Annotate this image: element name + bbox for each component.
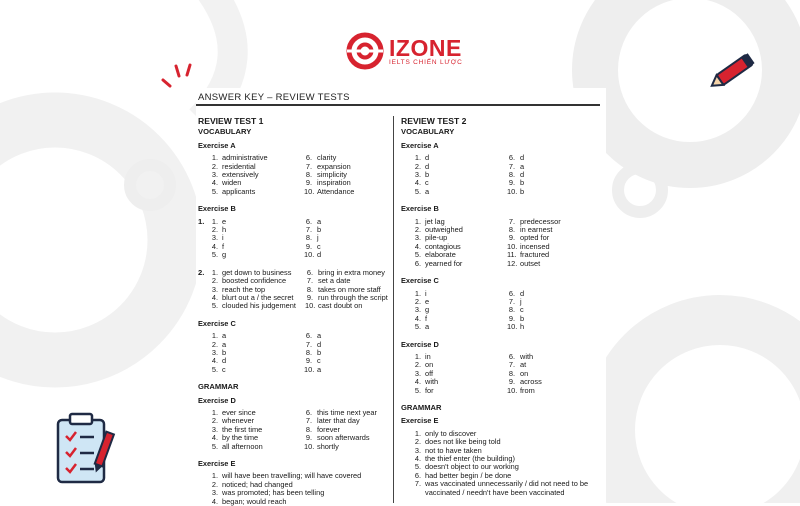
item-number: 1. — [414, 153, 421, 163]
answer-grid — [413, 218, 601, 268]
answer-text: run through the script — [318, 292, 388, 302]
answer-list — [413, 430, 601, 497]
answer-text: takes on more staff — [318, 284, 381, 294]
answer-text: will have been travelling; will have covered — [222, 471, 362, 481]
item-number: 2. — [211, 416, 218, 426]
answer-text: shortly — [317, 441, 339, 451]
bg-ring-left — [0, 120, 175, 360]
item-number: 6. — [414, 470, 421, 480]
answer-text: i — [425, 288, 427, 298]
exercise-label: Exercise B — [198, 204, 236, 214]
item-number: 3. — [211, 488, 218, 498]
part-number: 1. — [198, 216, 205, 226]
item-number: 7. — [508, 360, 515, 370]
item-number: 4. — [211, 241, 218, 251]
answer-text: e — [425, 296, 430, 306]
item-number: 6. — [305, 153, 312, 163]
answer-text: incensed — [520, 241, 550, 251]
answer-text: later that day — [317, 416, 360, 426]
answer-text: the thief enter (the building) — [425, 454, 515, 463]
answer-text: for — [425, 385, 434, 395]
item-number: 9. — [508, 178, 515, 188]
item-number: 3. — [414, 445, 421, 455]
item-number: 1. — [211, 407, 218, 417]
item-number: 4. — [414, 241, 421, 251]
answer-text: b — [425, 170, 430, 180]
answer-text: inspiration — [317, 178, 351, 188]
item-number: 7. — [305, 416, 312, 426]
item-number: 3. — [211, 233, 218, 243]
item-number: 7. — [508, 161, 515, 171]
bg-ring-bottom-right — [610, 320, 800, 503]
item-number: 10. — [507, 322, 518, 332]
answer-text: b — [520, 178, 525, 188]
answer-text: extensively — [222, 170, 259, 180]
answer-text: blurt out a / the secret — [222, 292, 294, 302]
item-number: 5. — [414, 462, 421, 472]
answer-text: simplicity — [317, 170, 347, 180]
item-number: 2. — [211, 161, 218, 171]
item-number: 11. — [507, 250, 517, 260]
answer-grid — [210, 269, 393, 311]
answer-text: d — [317, 339, 322, 349]
answer-text: was vaccinated unnecessarily / did not need to be vaccinated / needn't have been vaccinated — [425, 479, 589, 497]
answer-text: d — [520, 170, 525, 180]
item-number: 9. — [305, 356, 312, 366]
answer-list — [210, 472, 393, 506]
item-number: 9. — [508, 313, 515, 323]
answer-text: b — [520, 186, 525, 196]
item-number: 1. — [211, 153, 218, 163]
item-number: 5. — [414, 250, 421, 260]
answer-text: d — [222, 356, 227, 366]
item-number: 10. — [507, 186, 518, 196]
item-number: 1. — [414, 428, 421, 438]
answer-text: applicants — [222, 186, 256, 196]
answer-grid — [413, 353, 601, 395]
brand-name: IZONE — [389, 35, 462, 61]
exercise-part — [198, 218, 393, 260]
item-number: 6. — [305, 331, 312, 341]
answer-grid — [413, 290, 601, 332]
answer-text: yearned for — [425, 258, 463, 268]
item-number: 2. — [414, 225, 421, 235]
answer-grid — [210, 409, 393, 451]
item-number: 2. — [211, 225, 218, 235]
exercise-label: Exercise A — [401, 140, 439, 150]
item-number: 2. — [414, 360, 421, 370]
answer-text: boosted confidence — [222, 276, 287, 286]
answer-text: began; would reach — [222, 496, 287, 506]
answer-text: set a date — [318, 276, 351, 286]
item-number: 3. — [414, 170, 421, 180]
bg-ring-top-right — [595, 0, 785, 165]
answer-grid — [210, 154, 393, 196]
answer-text: does not like being told — [425, 437, 501, 447]
clipboard-icon — [58, 414, 114, 482]
item-number: 9. — [508, 377, 515, 387]
item-number: 3. — [211, 170, 218, 180]
item-number: 4. — [211, 433, 218, 443]
item-number: 5. — [414, 322, 421, 332]
item-number: 10. — [507, 241, 518, 251]
exercise-part — [198, 269, 393, 311]
answer-text: had better begin / be done — [425, 470, 512, 480]
answer-grid — [413, 154, 601, 196]
answer-text: doesn't object to our working — [425, 462, 519, 472]
answer-text: from — [520, 385, 535, 395]
item-number: 3. — [211, 284, 218, 294]
answer-text: off — [425, 368, 434, 378]
answer-text: a — [317, 216, 322, 226]
section-subtitle: VOCABULARY — [198, 127, 252, 137]
answer-text: c — [222, 364, 226, 374]
item-number: 6. — [305, 216, 312, 226]
exercise-label: Exercise A — [198, 140, 236, 150]
answer-text: ever since — [222, 407, 256, 417]
item-number: 3. — [414, 368, 421, 378]
answer-text: d — [520, 288, 525, 298]
answer-grid — [210, 332, 393, 374]
answer-text: d — [317, 250, 322, 260]
item-number: 4. — [414, 377, 421, 387]
item-number: 3. — [211, 424, 218, 434]
item-number: 2. — [414, 161, 421, 171]
pencil-icon — [708, 53, 754, 90]
answer-text: f — [222, 241, 225, 251]
exercise-label: Exercise C — [401, 276, 439, 286]
answer-text: d — [425, 153, 430, 163]
item-number: 7. — [508, 296, 515, 306]
item-number: 7. — [306, 276, 313, 286]
answer-text: expansion — [317, 161, 351, 171]
item-number: 4. — [211, 356, 218, 366]
answer-text: f — [425, 313, 428, 323]
answer-text: a — [317, 364, 322, 374]
item-number: 2. — [414, 296, 421, 306]
section-title: REVIEW TEST 1 — [198, 116, 264, 126]
answer-text: residential — [222, 161, 256, 171]
answer-text: outset — [520, 258, 541, 268]
item-number: 6. — [508, 153, 515, 163]
item-number: 1. — [414, 351, 421, 361]
answer-text: j — [317, 233, 319, 243]
exercise-label: Exercise E — [401, 416, 439, 426]
section-subtitle: GRAMMAR — [198, 382, 239, 392]
item-number: 12. — [507, 258, 518, 268]
answer-text: i — [222, 233, 224, 243]
answer-text: cast doubt on — [318, 301, 363, 311]
answer-text: h — [520, 322, 525, 332]
review-test-2 — [401, 117, 601, 497]
answer-text: on — [520, 368, 529, 378]
answer-text: j — [520, 296, 522, 306]
answer-text: all afternoon — [222, 441, 263, 451]
part-number: 2. — [198, 267, 205, 277]
item-number: 8. — [305, 347, 312, 357]
answer-text: get down to business — [222, 267, 292, 277]
answer-text: whenever — [222, 416, 255, 426]
answer-text: this time next year — [317, 407, 377, 417]
item-number: 10. — [304, 250, 315, 260]
item-number: 7. — [508, 216, 515, 226]
item-number: 9. — [305, 241, 312, 251]
answer-text: not to have taken — [425, 445, 482, 455]
answer-text: e — [222, 216, 227, 226]
page-header: ANSWER KEY – REVIEW TESTS — [198, 92, 350, 103]
item-number: 9. — [508, 233, 515, 243]
answer-text: jet lag — [425, 216, 445, 226]
item-number: 2. — [211, 479, 218, 489]
exercise-label: Exercise D — [198, 395, 236, 405]
answer-text: a — [222, 339, 227, 349]
item-number: 6. — [508, 288, 515, 298]
item-number: 1. — [211, 216, 218, 226]
answer-text: d — [520, 153, 525, 163]
answer-text: contagious — [425, 241, 461, 251]
answer-text: with — [520, 351, 534, 361]
answer-text: b — [317, 225, 322, 235]
answer-text: by the time — [222, 433, 259, 443]
answer-text: the first time — [222, 424, 263, 434]
item-number: 7. — [414, 479, 421, 489]
section-subtitle: VOCABULARY — [401, 127, 455, 137]
item-number: 5. — [211, 441, 218, 451]
answer-text: on — [425, 360, 434, 370]
answer-text: c — [520, 305, 524, 315]
item-number: 6. — [305, 407, 312, 417]
answer-text: outweighed — [425, 225, 463, 235]
item-number: 9. — [306, 292, 313, 302]
item-number: 1. — [211, 267, 218, 277]
item-number: 10. — [507, 385, 518, 395]
answer-text: forever — [317, 424, 341, 434]
answer-text: in earnest — [520, 225, 553, 235]
answer-text: clouded his judgement — [222, 301, 296, 311]
item-number: 5. — [211, 364, 218, 374]
answer-text: pile-up — [425, 233, 448, 243]
answer-text: elaborate — [425, 250, 456, 260]
answer-text: c — [425, 178, 429, 188]
item-number: 6. — [306, 267, 313, 277]
item-number: 10. — [304, 364, 315, 374]
item-number: 8. — [508, 170, 515, 180]
brand-tagline: IELTS CHIẾN LƯỢC — [389, 59, 463, 66]
item-number: 8. — [508, 225, 515, 235]
item-number: 5. — [211, 250, 218, 260]
item-number: 1. — [414, 288, 421, 298]
answer-text: b — [222, 347, 227, 357]
answer-text: a — [520, 161, 525, 171]
answer-text: g — [425, 305, 430, 315]
answer-text: a — [222, 331, 227, 341]
answer-grid — [210, 218, 393, 260]
exercise-label: Exercise B — [401, 204, 439, 214]
item-number: 10. — [304, 441, 315, 451]
item-number: 2. — [211, 276, 218, 286]
item-number: 9. — [305, 178, 312, 188]
answer-text: only to discover — [425, 428, 477, 438]
answer-text: at — [520, 360, 527, 370]
answer-text: d — [425, 161, 430, 171]
item-number: 4. — [211, 496, 218, 506]
answer-text: c — [317, 356, 321, 366]
answer-text: across — [520, 377, 542, 387]
answer-text: g — [222, 250, 227, 260]
answer-text: a — [317, 331, 322, 341]
answer-text: b — [520, 313, 525, 323]
answer-text: opted for — [520, 233, 550, 243]
answer-text: Attendance — [317, 186, 355, 196]
item-number: 4. — [414, 313, 421, 323]
answer-text: clarity — [317, 153, 337, 163]
item-number: 7. — [305, 339, 312, 349]
item-number: 9. — [305, 433, 312, 443]
answer-text: in — [425, 351, 431, 361]
answer-text: soon afterwards — [317, 433, 370, 443]
answer-text: was promoted; has been telling — [222, 488, 325, 498]
exercise-label: Exercise C — [198, 318, 236, 328]
exercise-label: Exercise E — [198, 459, 236, 468]
answer-text: a — [425, 322, 430, 332]
item-number: 8. — [508, 305, 515, 315]
item-number: 8. — [508, 368, 515, 378]
item-number: 8. — [305, 170, 312, 180]
spark-icon — [163, 65, 190, 86]
header-rule — [196, 104, 600, 106]
item-number: 5. — [211, 186, 218, 196]
item-number: 6. — [414, 258, 421, 268]
item-number: 7. — [305, 161, 312, 171]
item-number: 10. — [304, 186, 315, 196]
item-number: 10. — [305, 301, 316, 311]
answer-text: b — [317, 347, 322, 357]
answer-text: widen — [222, 178, 242, 188]
answer-text: a — [425, 186, 430, 196]
section-subtitle: GRAMMAR — [401, 402, 442, 412]
item-number: 4. — [211, 178, 218, 188]
item-number: 8. — [305, 233, 312, 243]
item-number: 4. — [211, 292, 218, 302]
item-number: 5. — [414, 186, 421, 196]
item-number: 8. — [305, 424, 312, 434]
item-number: 8. — [306, 284, 313, 294]
answer-text: reach the top — [222, 284, 266, 294]
answer-text: h — [222, 225, 227, 235]
item-number: 3. — [414, 305, 421, 315]
answer-text: bring in extra money — [318, 267, 385, 277]
review-test-1 — [198, 117, 393, 506]
item-number: 1. — [211, 471, 218, 481]
item-number: 6. — [508, 351, 515, 361]
exercise-label: Exercise D — [401, 339, 439, 349]
item-number: 5. — [414, 385, 421, 395]
answer-text: noticed; had changed — [222, 479, 293, 489]
column-divider — [393, 116, 394, 503]
answer-text: with — [425, 377, 439, 387]
item-number: 1. — [414, 216, 421, 226]
item-number: 3. — [414, 233, 421, 243]
answer-text: predecessor — [520, 216, 561, 226]
item-number: 2. — [211, 339, 218, 349]
answer-text: fractured — [520, 250, 550, 260]
item-number: 5. — [211, 301, 218, 311]
section-title: REVIEW TEST 2 — [401, 116, 467, 126]
item-number: 1. — [211, 331, 218, 341]
item-number: 3. — [211, 347, 218, 357]
item-number: 4. — [414, 454, 421, 463]
item-number: 4. — [414, 178, 421, 188]
answer-text: administrative — [222, 153, 268, 163]
item-number: 7. — [305, 225, 312, 235]
answer-text: c — [317, 241, 321, 251]
item-number: 2. — [414, 437, 421, 447]
